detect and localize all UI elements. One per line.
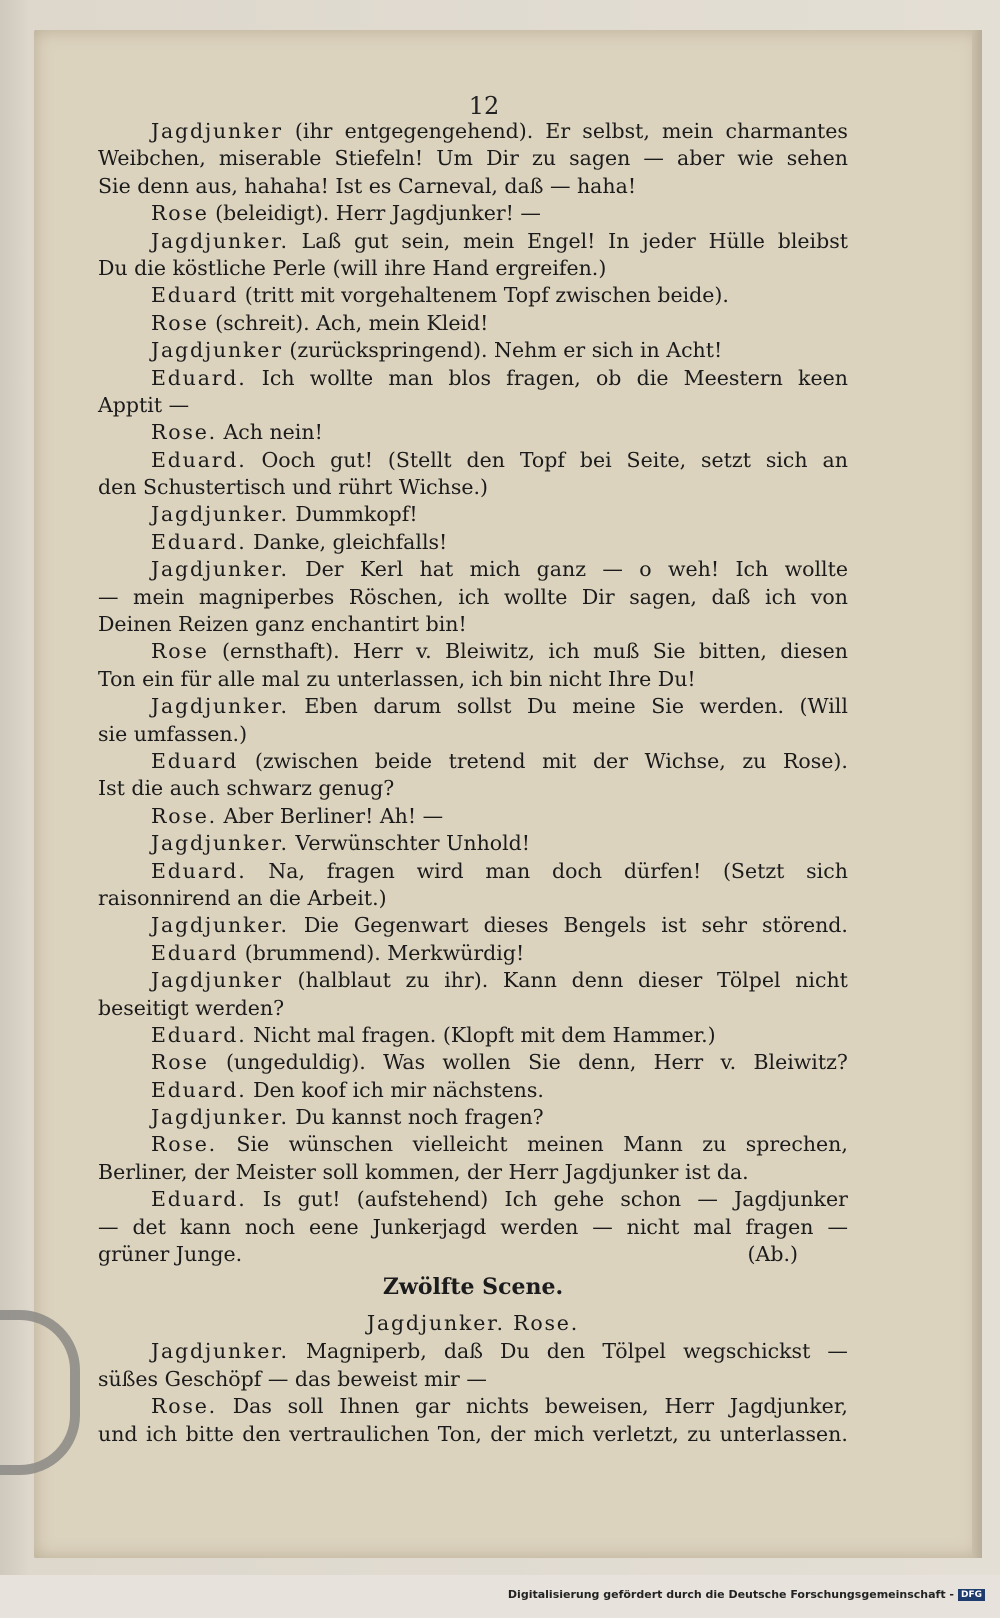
line-text: (zurückspringend). Nehm er sich in Acht! xyxy=(282,338,723,363)
speaker-name: Eduard. xyxy=(151,529,247,554)
word: jeder xyxy=(642,228,696,253)
word: Röschen, xyxy=(348,584,444,609)
text-line xyxy=(98,282,848,309)
word: den xyxy=(466,447,505,472)
text-line xyxy=(98,803,848,830)
word: Die xyxy=(303,913,339,938)
word: zu xyxy=(405,968,430,993)
text-line xyxy=(98,392,848,419)
word: fragen, xyxy=(506,365,581,390)
word: daß xyxy=(443,1339,483,1364)
word: wollte xyxy=(309,365,374,390)
word: (halblaut xyxy=(297,968,391,993)
word: mich xyxy=(533,1421,585,1446)
word: zu xyxy=(702,1132,727,1157)
line-text: den Schustertisch und rührt Wichse.) xyxy=(98,475,489,500)
text-line xyxy=(98,721,848,748)
line-text: (tritt mit vorgehaltenem Topf zwischen beide). xyxy=(238,283,729,308)
scene-persons: Jagdjunker. Rose. xyxy=(366,1311,580,1336)
word: entgegengehend). xyxy=(344,119,534,143)
word: Sie xyxy=(652,639,686,664)
word: bei xyxy=(579,447,612,472)
line-text: Dummkopf! xyxy=(288,502,418,527)
text-line xyxy=(98,1338,848,1365)
word: dieser xyxy=(637,968,703,993)
text-line xyxy=(98,1421,848,1448)
line-text: Aber Berliner! Ah! — xyxy=(216,803,444,828)
word: eene xyxy=(309,1214,359,1239)
word: — xyxy=(98,1214,119,1239)
dialogue-block xyxy=(98,118,848,1268)
word: der xyxy=(592,748,628,773)
word: sagen xyxy=(569,146,631,171)
word: blos xyxy=(448,365,491,390)
word: Herr xyxy=(653,1050,704,1075)
word: Rose xyxy=(151,639,209,664)
word: werden xyxy=(500,1214,579,1239)
word: wegschickst xyxy=(683,1339,811,1364)
word: sich xyxy=(765,447,808,472)
text-line xyxy=(98,255,848,282)
line-text: Apptit — xyxy=(98,392,190,417)
text-line xyxy=(98,748,848,775)
word: Jagdjunker. xyxy=(151,1339,289,1364)
word: — xyxy=(697,1187,718,1212)
word: Eduard. xyxy=(151,1187,247,1212)
word: Jagdjunker xyxy=(734,1187,848,1212)
text-line xyxy=(98,1077,848,1104)
text-line xyxy=(98,1393,848,1420)
word: Na, xyxy=(268,858,305,883)
word: gut! xyxy=(297,1187,341,1212)
word: mit xyxy=(542,748,577,773)
word: Wichse, xyxy=(644,748,726,773)
scene-heading: Zwölfte Scene. xyxy=(382,1274,564,1301)
word: ich xyxy=(458,584,490,609)
footer-text: Digitalisierung gefördert durch die Deutsche Forschungsgemeinschaft - xyxy=(507,1588,954,1601)
text-line xyxy=(98,529,848,556)
line-text: Nicht mal fragen. (Klopft mit dem Hammer.) xyxy=(246,1022,716,1047)
speaker-name: Jagdjunker. xyxy=(151,831,289,856)
word: Kerl xyxy=(359,557,404,582)
word: meinen xyxy=(527,1132,604,1157)
text-line xyxy=(98,611,848,638)
word: gehe xyxy=(553,1187,605,1212)
word: Dir xyxy=(581,584,615,609)
word: Jagdjunker xyxy=(151,119,283,143)
word: (ungeduldig). xyxy=(225,1050,366,1075)
word: Rose. xyxy=(151,1394,217,1419)
word: meine xyxy=(572,694,636,719)
word: sagen, xyxy=(629,584,697,609)
word: (ihr xyxy=(294,119,333,143)
text-line xyxy=(98,1366,848,1393)
word: ob xyxy=(595,365,622,390)
word: — xyxy=(643,146,664,171)
speaker-name: Eduard. xyxy=(151,1022,247,1047)
word: Seite, xyxy=(626,447,687,472)
line-text: Sie denn aus, hahaha! Ist es Carneval, daß — haha! xyxy=(98,173,637,198)
text-line xyxy=(98,1022,848,1049)
text-line xyxy=(98,200,848,227)
word: nicht xyxy=(626,1214,680,1239)
line-text: Ton ein für alle mal zu unterlassen, ich bin nicht Ihre Du! xyxy=(98,666,696,691)
word: mal xyxy=(693,1214,732,1239)
word: Stiefeln! xyxy=(334,146,424,171)
word: Eduard. xyxy=(151,447,247,472)
stage-direction-exit: (Ab.) xyxy=(747,1242,798,1267)
text-line xyxy=(98,775,848,802)
word: — xyxy=(827,1214,848,1239)
word: (ernsthaft). xyxy=(222,639,340,664)
text-line xyxy=(98,337,848,364)
word: gar xyxy=(414,1394,451,1419)
text-line xyxy=(98,556,848,583)
word: unterlassen. xyxy=(719,1421,848,1446)
word: diesen xyxy=(780,639,848,664)
word: Jagdjunker. xyxy=(151,694,289,719)
word: Junkerjagd xyxy=(372,1214,487,1239)
word: darum xyxy=(373,694,442,719)
page-edge xyxy=(972,30,982,1558)
text-line xyxy=(98,830,848,857)
word: sehr xyxy=(701,913,748,938)
word: (zwischen xyxy=(254,748,359,773)
word: (aufstehend) xyxy=(356,1187,489,1212)
word: v. xyxy=(720,1050,737,1075)
line-text: Verwünschter Unhold! xyxy=(288,831,531,856)
word: den xyxy=(242,1421,281,1446)
line-text: (schreit). Ach, mein Kleid! xyxy=(208,310,489,335)
line-text: sie umfassen.) xyxy=(98,721,248,746)
word: aber xyxy=(677,146,725,171)
text-line xyxy=(98,885,848,912)
line-text: Ist die auch schwarz genug? xyxy=(98,776,395,801)
word: selbst, xyxy=(582,119,650,143)
word: Ton, xyxy=(437,1421,482,1446)
word: daß xyxy=(711,584,751,609)
text-line xyxy=(98,310,848,337)
text-line xyxy=(98,1049,848,1076)
dialogue-block-2 xyxy=(98,1338,848,1448)
word: setzt xyxy=(701,447,751,472)
text-line xyxy=(98,666,848,693)
text-line xyxy=(98,1214,848,1241)
word: Er xyxy=(545,119,571,143)
text-line xyxy=(98,474,848,501)
word: Du xyxy=(500,1339,530,1364)
word: bitten, xyxy=(698,639,767,664)
word: man xyxy=(485,858,531,883)
word: sein, xyxy=(401,228,451,253)
word: zu xyxy=(531,146,556,171)
word: Jagdjunker. xyxy=(151,557,289,582)
word: verletzt, xyxy=(592,1421,679,1446)
text-line xyxy=(98,693,848,720)
word: doch xyxy=(551,858,603,883)
line-text: raisonnirend an die Arbeit.) xyxy=(98,885,387,910)
word: werden. xyxy=(699,694,784,719)
word: wollen xyxy=(442,1050,511,1075)
word: Eduard. xyxy=(151,365,247,390)
word: sich xyxy=(806,858,848,883)
word: Eduard. xyxy=(151,858,247,883)
word: Sie xyxy=(236,1132,270,1157)
word: Rose). xyxy=(782,748,848,773)
speaker-name: Rose xyxy=(151,310,209,335)
word: beide xyxy=(374,748,432,773)
line-text: Ach nein! xyxy=(216,420,323,445)
text-line xyxy=(98,1104,848,1131)
word: Jagdjunker. xyxy=(151,913,289,938)
word: ich xyxy=(145,1421,178,1446)
speaker-name: Rose xyxy=(151,201,209,226)
text-line xyxy=(98,447,848,474)
word: bitte xyxy=(185,1421,234,1446)
word: die xyxy=(636,365,669,390)
word: kann xyxy=(179,1214,231,1239)
word: charmantes xyxy=(725,119,848,143)
word: mein xyxy=(662,119,714,143)
word: Rose xyxy=(151,1050,209,1075)
word: Jagdjunker. xyxy=(151,228,289,253)
word: Um xyxy=(436,146,473,171)
text-line xyxy=(98,228,848,255)
word: wollte xyxy=(503,584,568,609)
text-line xyxy=(98,118,848,145)
word: gut! xyxy=(330,447,373,472)
text-line xyxy=(98,858,848,885)
word: fragen xyxy=(326,858,395,883)
footer-credit xyxy=(0,1588,985,1601)
word: Bengels xyxy=(563,913,647,938)
word: magniperbes xyxy=(198,584,335,609)
word: ich xyxy=(548,639,580,664)
word: Sie xyxy=(528,1050,561,1075)
word: Mann xyxy=(623,1132,683,1157)
speaker-name: Jagdjunker xyxy=(151,338,283,363)
line-text: Danke, gleichfalls! xyxy=(246,529,448,554)
text-line xyxy=(98,967,848,994)
word: Sie xyxy=(651,694,684,719)
word: störend. xyxy=(762,913,848,938)
word: Dir xyxy=(486,146,519,171)
word: Engel! xyxy=(527,228,596,253)
word: Ooch xyxy=(261,447,316,472)
line-text: Du kannst noch fragen? xyxy=(288,1105,544,1130)
line-text: Deinen Reizen ganz enchantirt bin! xyxy=(98,612,467,637)
word: mein xyxy=(133,584,185,609)
word: der xyxy=(490,1421,526,1446)
text-line xyxy=(98,912,848,939)
word: von xyxy=(810,584,848,609)
word: (Stellt xyxy=(387,447,452,472)
text-line xyxy=(98,1131,848,1158)
word: keen xyxy=(798,365,848,390)
word: sprechen, xyxy=(745,1132,848,1157)
word: Gegenwart xyxy=(353,913,469,938)
word: muß xyxy=(593,639,640,664)
word: ganz xyxy=(536,557,587,582)
word: Ich xyxy=(261,365,295,390)
speaker-name: Eduard xyxy=(151,283,239,308)
word: Herr xyxy=(664,1394,715,1419)
speaker-name: Rose. xyxy=(151,803,217,828)
word: hat xyxy=(419,557,454,582)
word: nichts xyxy=(465,1394,530,1419)
word: Rose. xyxy=(151,1132,217,1157)
word: Ich xyxy=(504,1187,538,1212)
word: Is xyxy=(262,1187,282,1212)
speaker-name: Eduard xyxy=(151,940,239,965)
word: Weibchen, xyxy=(98,146,206,171)
word: weh! xyxy=(667,557,720,582)
word: Hülle xyxy=(708,228,765,253)
speaker-name: Jagdjunker. xyxy=(151,1105,289,1130)
word: Bleiwitz, xyxy=(445,639,536,664)
word: tretend xyxy=(448,748,526,773)
word: Topf xyxy=(519,447,565,472)
word: Das xyxy=(232,1394,272,1419)
speaker-name: Rose. xyxy=(151,420,217,445)
line-text: beseitigt werden? xyxy=(98,995,285,1020)
word: den xyxy=(546,1339,586,1364)
word: In xyxy=(608,228,630,253)
text-line xyxy=(98,501,848,528)
word: beweisen, xyxy=(544,1394,649,1419)
word: schon xyxy=(620,1187,682,1212)
word: dieses xyxy=(483,913,549,938)
word: (Setzt xyxy=(722,858,785,883)
line-text: süßes Geschöpf — das beweist mir — xyxy=(98,1366,487,1391)
word: noch xyxy=(244,1214,296,1239)
word: man xyxy=(388,365,434,390)
word: Der xyxy=(305,557,344,582)
text-line xyxy=(98,995,848,1022)
text-line xyxy=(98,638,848,665)
word: ich xyxy=(765,584,797,609)
word: denn xyxy=(571,968,624,993)
word: bleibst xyxy=(777,228,848,253)
word: Ich xyxy=(735,557,769,582)
word: Eben xyxy=(304,694,358,719)
word: — xyxy=(602,557,623,582)
page-number: 12 xyxy=(468,92,500,120)
text-line xyxy=(98,1186,848,1213)
word: Bleiwitz? xyxy=(753,1050,848,1075)
page-text xyxy=(98,118,848,1448)
text-line xyxy=(98,145,848,172)
word: ist xyxy=(661,913,687,938)
word: Tölpel xyxy=(602,1339,666,1364)
word: Magniperb, xyxy=(305,1339,427,1364)
word: wird xyxy=(416,858,464,883)
word: mein xyxy=(463,228,515,253)
line-text: Den koof ich mir nächstens. xyxy=(246,1077,544,1102)
word: — xyxy=(827,1339,848,1364)
text-line xyxy=(98,1241,848,1268)
word: — xyxy=(98,584,119,609)
word: wollte xyxy=(784,557,848,582)
word: Du xyxy=(527,694,557,719)
text-line xyxy=(98,940,848,967)
word: Kann xyxy=(502,968,557,993)
word: Tölpel xyxy=(716,968,781,993)
word: — xyxy=(592,1214,613,1239)
speaker-name: Jagdjunker. xyxy=(151,502,289,527)
text-line xyxy=(98,173,848,200)
text-line xyxy=(98,584,848,611)
word: sollst xyxy=(456,694,512,719)
word: vertraulichen xyxy=(289,1421,430,1446)
word: soll xyxy=(287,1394,324,1419)
text-line xyxy=(98,419,848,446)
word: mich xyxy=(469,557,521,582)
word: denn, xyxy=(578,1050,637,1075)
word: wünschen xyxy=(288,1132,394,1157)
paper-clip-icon xyxy=(0,1310,80,1475)
word: Herr xyxy=(353,639,403,664)
line-text: (beleidigt). Herr Jagdjunker! — xyxy=(208,201,541,226)
word: sehen xyxy=(786,146,848,171)
word: Eduard xyxy=(151,748,239,773)
word: Laß xyxy=(301,228,342,253)
text-line xyxy=(98,365,848,392)
word: und xyxy=(98,1421,138,1446)
word: Jagdjunker xyxy=(151,968,283,993)
line-text: (brummend). Merkwürdig! xyxy=(238,940,525,965)
word: Ihnen xyxy=(339,1394,400,1419)
word: zu xyxy=(687,1421,712,1446)
word: gut xyxy=(353,228,389,253)
line-text: grüner Junge. xyxy=(98,1242,243,1267)
word: an xyxy=(822,447,848,472)
word: Was xyxy=(383,1050,426,1075)
word: Jagdjunker, xyxy=(729,1394,848,1419)
word: v. xyxy=(416,639,432,664)
word: vielleicht xyxy=(412,1132,508,1157)
speaker-name: Eduard. xyxy=(151,1077,247,1102)
word: nicht xyxy=(795,968,848,993)
word: zu xyxy=(742,748,767,773)
line-text: Berliner, der Meister soll kommen, der Herr Jagdjunker ist da. xyxy=(98,1159,749,1184)
text-line xyxy=(98,1159,848,1186)
word: ihr). xyxy=(444,968,489,993)
word: (Will xyxy=(799,694,848,719)
dfg-logo: DFG xyxy=(958,1589,985,1601)
word: miserable xyxy=(218,146,322,171)
word: wie xyxy=(737,146,774,171)
word: det xyxy=(132,1214,166,1239)
word: Meestern xyxy=(683,365,783,390)
word: o xyxy=(639,557,652,582)
line-text: Du die köstliche Perle (will ihre Hand ergreifen.) xyxy=(98,255,607,280)
word: dürfen! xyxy=(623,858,702,883)
word: fragen xyxy=(745,1214,814,1239)
